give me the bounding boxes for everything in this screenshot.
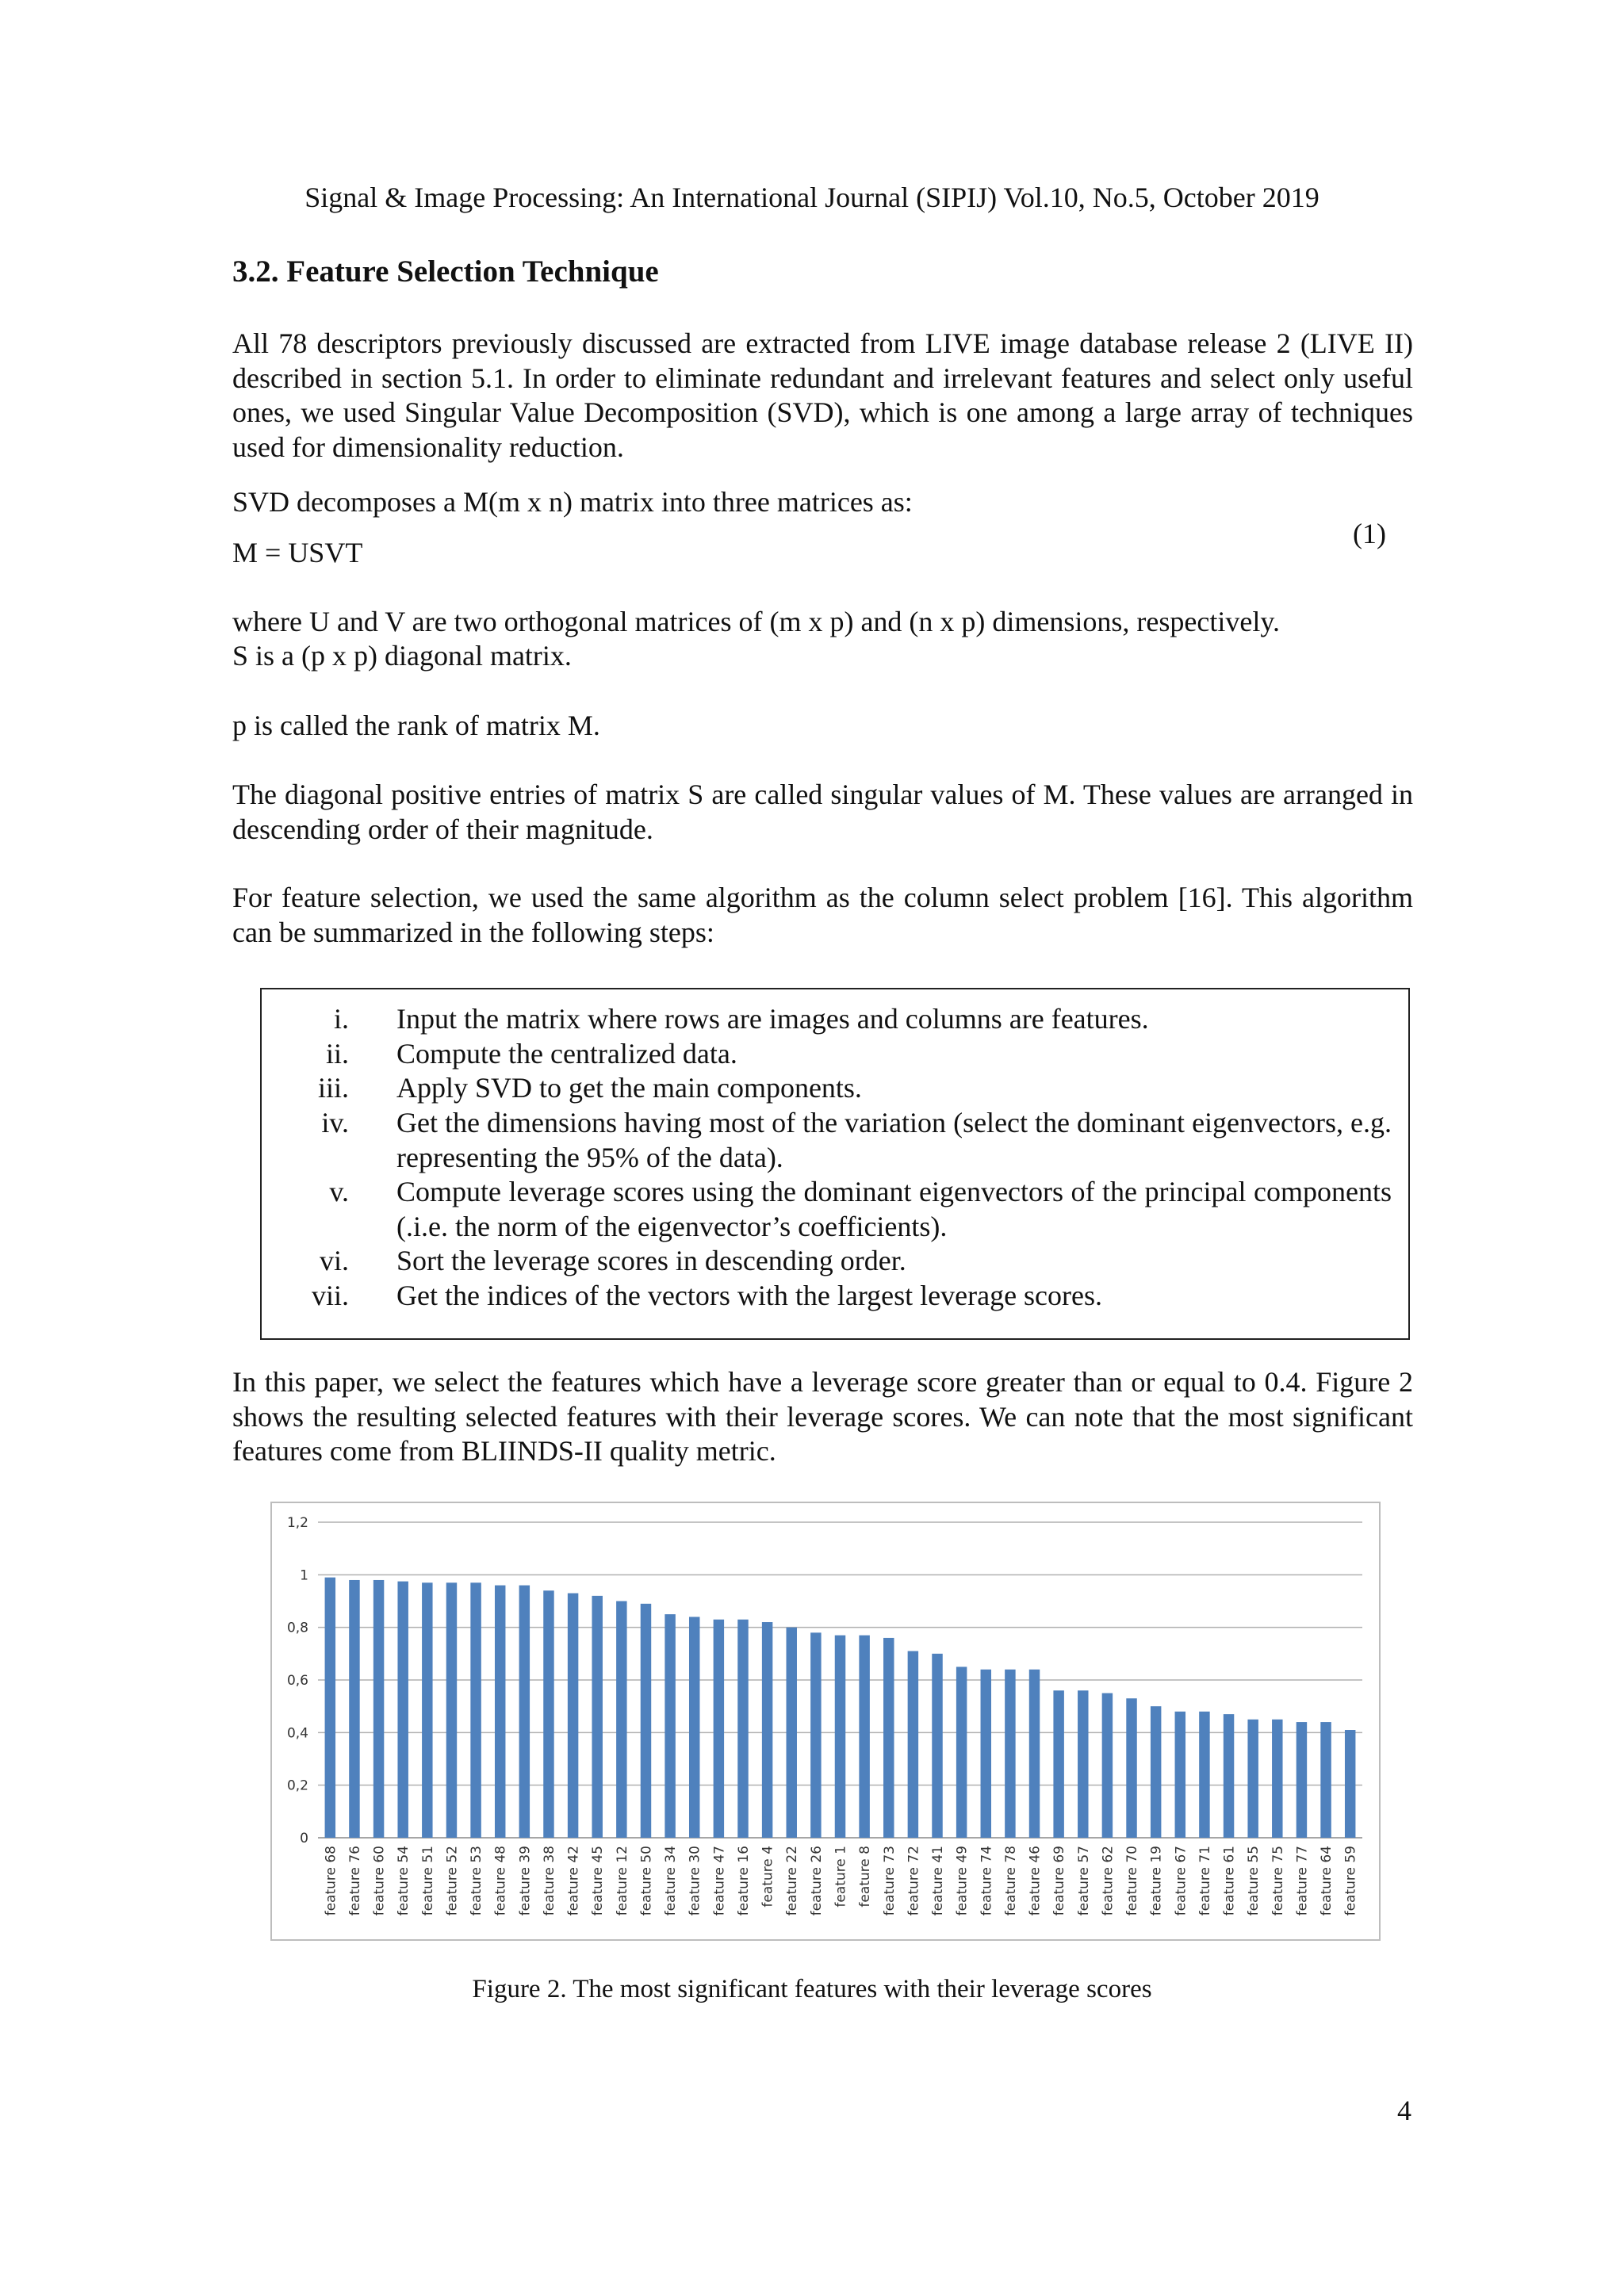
chart-bar [981,1670,991,1838]
chart-bar [568,1594,578,1838]
chart-bar [519,1586,530,1838]
step-text: Apply SVD to get the main components. [396,1072,862,1104]
chart-bar [1102,1693,1113,1838]
page-number: 4 [1397,2095,1411,2126]
chart-x-tick-label: feature 64 [1319,1846,1335,1916]
chart-x-tick-label: feature 54 [396,1846,412,1916]
chart-x-tick-label: feature 45 [590,1846,607,1916]
chart-x-tick-label: feature 49 [954,1846,971,1916]
chart-bar [1224,1714,1234,1838]
chart-x-tick-label: feature 34 [663,1846,680,1916]
chart-x-tick-label: feature 76 [347,1846,363,1916]
chart-bar [859,1636,869,1838]
chart-x-tick-label: feature 47 [711,1846,728,1916]
paragraph-where-line1: where U and V are two orthogonal matrices of (m x p) and (n x p) dimensions, respectively. [232,606,1280,637]
chart-y-tick-label: 0,8 [286,1620,308,1636]
chart-x-tick-labels [323,1846,1358,1915]
chart-bar [689,1617,699,1838]
chart-bar [349,1580,359,1838]
chart-x-tick-label: feature 41 [930,1846,947,1916]
chart-y-tick-label: 1,2 [286,1515,308,1531]
chart-x-tick-label: feature 60 [371,1846,388,1916]
chart-x-tick-label: feature 50 [638,1846,655,1916]
chart-bar [883,1638,894,1838]
chart-bar [641,1604,651,1838]
chart-bar [1053,1690,1063,1838]
chart-x-tick-label: feature 71 [1197,1846,1213,1916]
chart-x-tick-label: feature 69 [1051,1846,1068,1916]
chart-bar [373,1580,384,1838]
chart-x-tick-label: feature 75 [1270,1846,1286,1916]
chart-bar [1320,1722,1331,1838]
equation-number: (1) [1353,518,1386,549]
chart-y-tick-label: 0,6 [286,1673,308,1689]
chart-bar [616,1601,626,1839]
step-number: vii. [311,1280,349,1311]
chart-x-tick-label: feature 51 [419,1846,436,1916]
step-number: vi. [319,1245,349,1276]
chart-bar [592,1596,602,1838]
chart-x-tick-label: feature 77 [1294,1846,1311,1916]
journal-header: Signal & Image Processing: An International Journal (SIPIJ) Vol.10, No.5, October 2019 [304,182,1320,213]
chart-bar [835,1636,845,1838]
chart-x-tick-label: feature 55 [1246,1846,1262,1916]
chart-x-tick-label: feature 22 [784,1846,801,1916]
chart-bar [1029,1670,1040,1838]
chart-bar [422,1582,432,1838]
chart-bar [397,1582,408,1838]
chart-bar [1175,1712,1185,1838]
chart-bar [1151,1706,1161,1838]
chart-bar [325,1578,335,1838]
section-title: 3.2. Feature Selection Technique [232,254,659,289]
chart-x-tick-label: feature 52 [444,1846,461,1916]
chart-bar [908,1651,918,1838]
chart-x-tick-label: feature 38 [541,1846,557,1916]
chart-x-tick-label: feature 74 [979,1846,995,1916]
chart-y-tick-label: 1 [300,1567,308,1584]
chart-bar [1199,1712,1209,1838]
step-number: v. [329,1176,349,1207]
step-text: Input the matrix where rows are images and columns are features. [396,1003,1149,1035]
chart-x-tick-label: feature 73 [881,1846,898,1916]
chart-y-tick-label: 0 [300,1831,308,1846]
chart-bar [956,1667,967,1838]
chart-bar [787,1628,797,1838]
chart-x-tick-label: feature 46 [1027,1846,1044,1916]
chart-x-tick-label: feature 68 [323,1846,339,1916]
chart-x-tick-label: feature 59 [1342,1846,1359,1916]
step-text: Get the indices of the vectors with the largest leverage scores. [396,1280,1103,1311]
chart-bar [470,1582,481,1838]
chart-x-tick-label: feature 57 [1075,1846,1092,1916]
chart-bar [714,1620,724,1838]
chart-x-tick-label: feature 26 [808,1846,825,1916]
step-text: Get the dimensions having most of the variation (select the dominant eigenvectors, e.g. representing the 95% of the data). [396,1107,1392,1173]
chart-x-tick-label: feature 53 [469,1846,485,1916]
chart-frame [270,1502,1381,1941]
chart-bar [932,1654,942,1838]
paragraph-intro: All 78 descriptors previously discussed are extracted from LIVE image database release 2 (LIVE II) described in section 5.1. In order to eliminate redundant and irrelevant features and select only useful ones, we used Singular Value Decomposition (SVD), which is one among a large array of techniques used for dimensionality reduction. [232,327,1413,463]
chart-bar [495,1586,505,1838]
paragraph-results: In this paper, we select the features which have a leverage score greater than or equal to 0.4. Figure 2 shows the resulting selected features with their leverage scores. We can note that the most significant features come from BLIINDS-II quality metric. [232,1366,1413,1467]
chart-bar [1005,1670,1015,1838]
chart-bar [543,1590,553,1838]
chart-x-tick-label: feature 72 [906,1846,922,1916]
chart-bar [665,1614,675,1838]
chart-y-tick-label: 0,2 [286,1777,308,1794]
chart-bar [1078,1690,1088,1838]
step-text: Compute leverage scores using the dominant eigenvectors of the principal components (.i.e. the norm of the eigenvector’s coefficients). [396,1176,1392,1242]
chart-bar [1272,1720,1282,1838]
paragraph-feature-selection: For feature selection, we used the same algorithm as the column select problem [16]. This algorithm can be summarized in the following steps: [232,882,1413,948]
chart-x-tick-label: feature 61 [1221,1846,1238,1916]
chart-x-tick-label: feature 39 [517,1846,534,1916]
chart-x-tick-label: feature 16 [735,1846,752,1916]
equation: M = USVT [232,537,363,568]
paragraph-singular-values: The diagonal positive entries of matrix S are called singular values of M. These values are arranged in descending order of their magnitude. [232,779,1413,845]
step-text: Compute the centralized data. [396,1038,737,1070]
chart-bar [446,1582,457,1838]
chart-bar [810,1632,821,1838]
chart-x-tick-label: feature 8 [857,1846,874,1908]
paragraph-svd: SVD decomposes a M(m x n) matrix into three matrices as: [232,486,913,518]
figure-caption: Figure 2. The most significant features with their leverage scores [472,1975,1152,2003]
chart-x-tick-label: feature 30 [687,1846,703,1916]
step-number: i. [333,1003,349,1035]
chart-bar [1126,1698,1136,1838]
chart-x-tick-label: feature 48 [492,1846,509,1916]
chart-x-tick-label: feature 12 [614,1846,630,1916]
chart-x-tick-label: feature 70 [1124,1846,1141,1916]
chart-bar [1247,1720,1258,1838]
chart-x-tick-label: feature 19 [1148,1846,1165,1916]
chart-bar [737,1620,748,1838]
chart-bars [325,1578,1356,1838]
chart-bar [762,1622,772,1838]
chart-bar [1345,1730,1355,1838]
chart-x-tick-label: feature 62 [1100,1846,1116,1916]
paragraph-rank: p is called the rank of matrix M. [232,710,600,741]
chart-bar [1297,1722,1307,1838]
step-number: iii. [317,1072,349,1104]
step-text: Sort the leverage scores in descending order. [396,1245,906,1276]
step-number: iv. [321,1107,349,1138]
chart-x-tick-label: feature 1 [833,1846,849,1908]
algorithm-steps-box [260,988,1410,1340]
paragraph-where-line2: S is a (p x p) diagonal matrix. [232,640,572,672]
chart-x-tick-label: feature 67 [1173,1846,1189,1916]
chart-y-tick-labels [287,1515,308,1846]
chart-x-tick-label: feature 78 [1002,1846,1019,1916]
chart-x-tick-label: feature 4 [760,1846,776,1908]
chart-x-tick-label: feature 42 [565,1846,582,1916]
step-number: ii. [325,1038,349,1070]
leverage-score-bar-chart [272,1503,1379,1939]
chart-y-tick-label: 0,4 [286,1725,308,1742]
